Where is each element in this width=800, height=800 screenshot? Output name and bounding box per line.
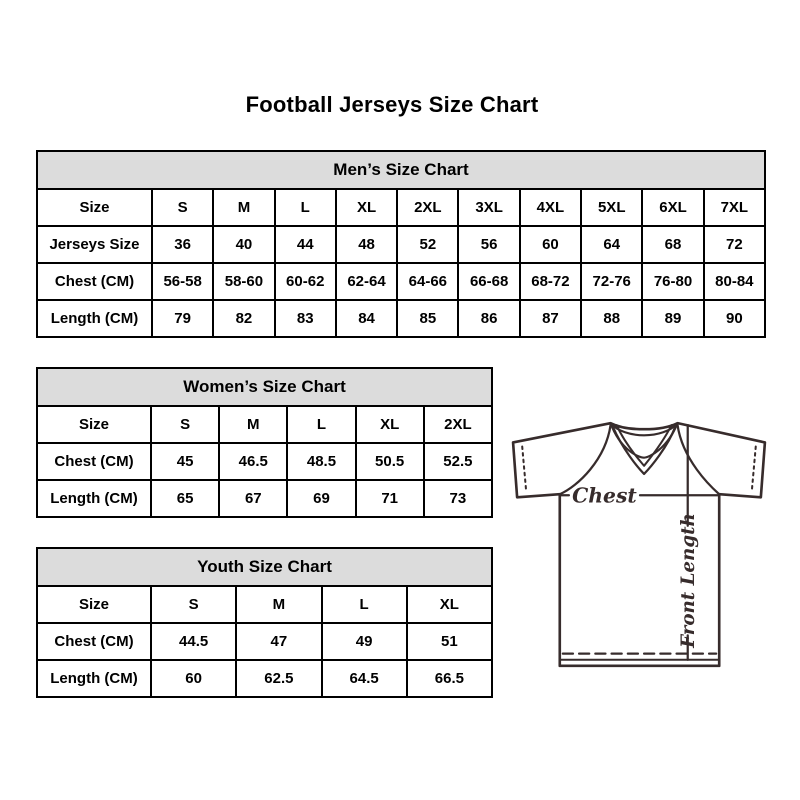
youth-cell-r1-c2: 47 <box>236 623 321 660</box>
men-cell-r3-c3: 83 <box>275 300 336 337</box>
women-cell-r0-c3: L <box>287 406 355 443</box>
youth-cell-r2-c0: Length (CM) <box>37 660 151 697</box>
women-cell-r0-c0: Size <box>37 406 151 443</box>
youth-cell-r0-c2: M <box>236 586 321 623</box>
men-cell-r0-c6: 3XL <box>458 189 519 226</box>
youth-cell-r0-c4: XL <box>407 586 492 623</box>
women-cell-r0-c4: XL <box>356 406 424 443</box>
men-cell-r2-c8: 72-76 <box>581 263 642 300</box>
men-cell-r1-c0: Jerseys Size <box>37 226 152 263</box>
men-cell-r3-c7: 87 <box>520 300 581 337</box>
men-cell-r0-c10: 7XL <box>704 189 765 226</box>
men-cell-r3-c8: 88 <box>581 300 642 337</box>
men-cell-r2-c7: 68-72 <box>520 263 581 300</box>
chest-label: Chest <box>572 483 637 508</box>
men-cell-r1-c1: 36 <box>152 226 213 263</box>
women-cell-r2-c3: 69 <box>287 480 355 517</box>
youth-cell-r2-c3: 64.5 <box>322 660 407 697</box>
men-cell-r3-c6: 86 <box>458 300 519 337</box>
men-cell-r0-c2: M <box>213 189 274 226</box>
men-cell-r2-c4: 62-64 <box>336 263 397 300</box>
men-cell-r0-c3: L <box>275 189 336 226</box>
men-cell-r0-c1: S <box>152 189 213 226</box>
men-table-row-1 <box>37 226 765 263</box>
right-armhole-seam <box>678 425 720 494</box>
women-cell-r2-c2: 67 <box>219 480 287 517</box>
men-cell-r1-c5: 52 <box>397 226 458 263</box>
women-cell-r2-c1: 65 <box>151 480 219 517</box>
youth-cell-r1-c0: Chest (CM) <box>37 623 151 660</box>
men-cell-r2-c1: 56-58 <box>152 263 213 300</box>
men-cell-r0-c8: 5XL <box>581 189 642 226</box>
youth-cell-r1-c1: 44.5 <box>151 623 236 660</box>
women-cell-r1-c0: Chest (CM) <box>37 443 151 480</box>
women-cell-r1-c5: 52.5 <box>424 443 492 480</box>
men-table-row-2 <box>37 263 765 300</box>
youth-cell-r0-c3: L <box>322 586 407 623</box>
men-cell-r3-c1: 79 <box>152 300 213 337</box>
men-table-header-row <box>37 151 765 189</box>
men-table-title: Men’s Size Chart <box>37 151 765 189</box>
youth-table-row-2 <box>37 660 492 697</box>
women-cell-r2-c0: Length (CM) <box>37 480 151 517</box>
women-cell-r2-c5: 73 <box>424 480 492 517</box>
men-cell-r3-c2: 82 <box>213 300 274 337</box>
youth-cell-r0-c1: S <box>151 586 236 623</box>
front-length-label: Front Length <box>677 513 699 648</box>
men-cell-r2-c10: 80-84 <box>704 263 765 300</box>
youth-cell-r1-c4: 51 <box>407 623 492 660</box>
women-table-row-1 <box>37 443 492 480</box>
men-cell-r0-c0: Size <box>37 189 152 226</box>
women-cell-r1-c3: 48.5 <box>287 443 355 480</box>
men-cell-r2-c3: 60-62 <box>275 263 336 300</box>
women-table-row-0 <box>37 406 492 443</box>
men-cell-r0-c5: 2XL <box>397 189 458 226</box>
men-cell-r1-c7: 60 <box>520 226 581 263</box>
youth-table-row-0 <box>37 586 492 623</box>
men-cell-r1-c4: 48 <box>336 226 397 263</box>
men-cell-r3-c9: 89 <box>642 300 703 337</box>
men-cell-r3-c10: 90 <box>704 300 765 337</box>
men-cell-r2-c5: 64-66 <box>397 263 458 300</box>
youth-table-row-1 <box>37 623 492 660</box>
men-cell-r2-c9: 76-80 <box>642 263 703 300</box>
men-cell-r3-c4: 84 <box>336 300 397 337</box>
jersey-measurement-diagram <box>509 419 771 670</box>
youth-table-title: Youth Size Chart <box>37 548 492 586</box>
jersey-icon <box>509 419 771 670</box>
women-cell-r1-c1: 45 <box>151 443 219 480</box>
men-table-row-3 <box>37 300 765 337</box>
men-cell-r1-c10: 72 <box>704 226 765 263</box>
men-cell-r3-c5: 85 <box>397 300 458 337</box>
youth-cell-r2-c2: 62.5 <box>236 660 321 697</box>
men-cell-r1-c8: 64 <box>581 226 642 263</box>
men-cell-r1-c3: 44 <box>275 226 336 263</box>
men-cell-r1-c6: 56 <box>458 226 519 263</box>
youth-table-header-row <box>37 548 492 586</box>
women-cell-r0-c2: M <box>219 406 287 443</box>
women-table-header-row <box>37 368 492 406</box>
men-cell-r0-c9: 6XL <box>642 189 703 226</box>
men-cell-r1-c2: 40 <box>213 226 274 263</box>
women-table-row-2 <box>37 480 492 517</box>
men-cell-r2-c0: Chest (CM) <box>37 263 152 300</box>
women-table-title: Women’s Size Chart <box>37 368 492 406</box>
men-cell-r0-c7: 4XL <box>520 189 581 226</box>
youth-size-table <box>36 547 493 698</box>
women-cell-r1-c2: 46.5 <box>219 443 287 480</box>
men-cell-r1-c9: 68 <box>642 226 703 263</box>
left-cuff-dotted-line <box>522 447 526 493</box>
womens-size-table <box>36 367 493 518</box>
women-cell-r0-c5: 2XL <box>424 406 492 443</box>
mens-size-table <box>36 150 766 338</box>
page-title: Football Jerseys Size Chart <box>245 92 539 117</box>
right-cuff-dotted-line <box>752 447 756 493</box>
women-cell-r1-c4: 50.5 <box>356 443 424 480</box>
women-cell-r2-c4: 71 <box>356 480 424 517</box>
youth-cell-r0-c0: Size <box>37 586 151 623</box>
youth-cell-r2-c4: 66.5 <box>407 660 492 697</box>
men-cell-r2-c2: 58-60 <box>213 263 274 300</box>
men-cell-r2-c6: 66-68 <box>458 263 519 300</box>
youth-cell-r1-c3: 49 <box>322 623 407 660</box>
women-cell-r0-c1: S <box>151 406 219 443</box>
men-cell-r3-c0: Length (CM) <box>37 300 152 337</box>
youth-cell-r2-c1: 60 <box>151 660 236 697</box>
men-table-row-0 <box>37 189 765 226</box>
men-cell-r0-c4: XL <box>336 189 397 226</box>
